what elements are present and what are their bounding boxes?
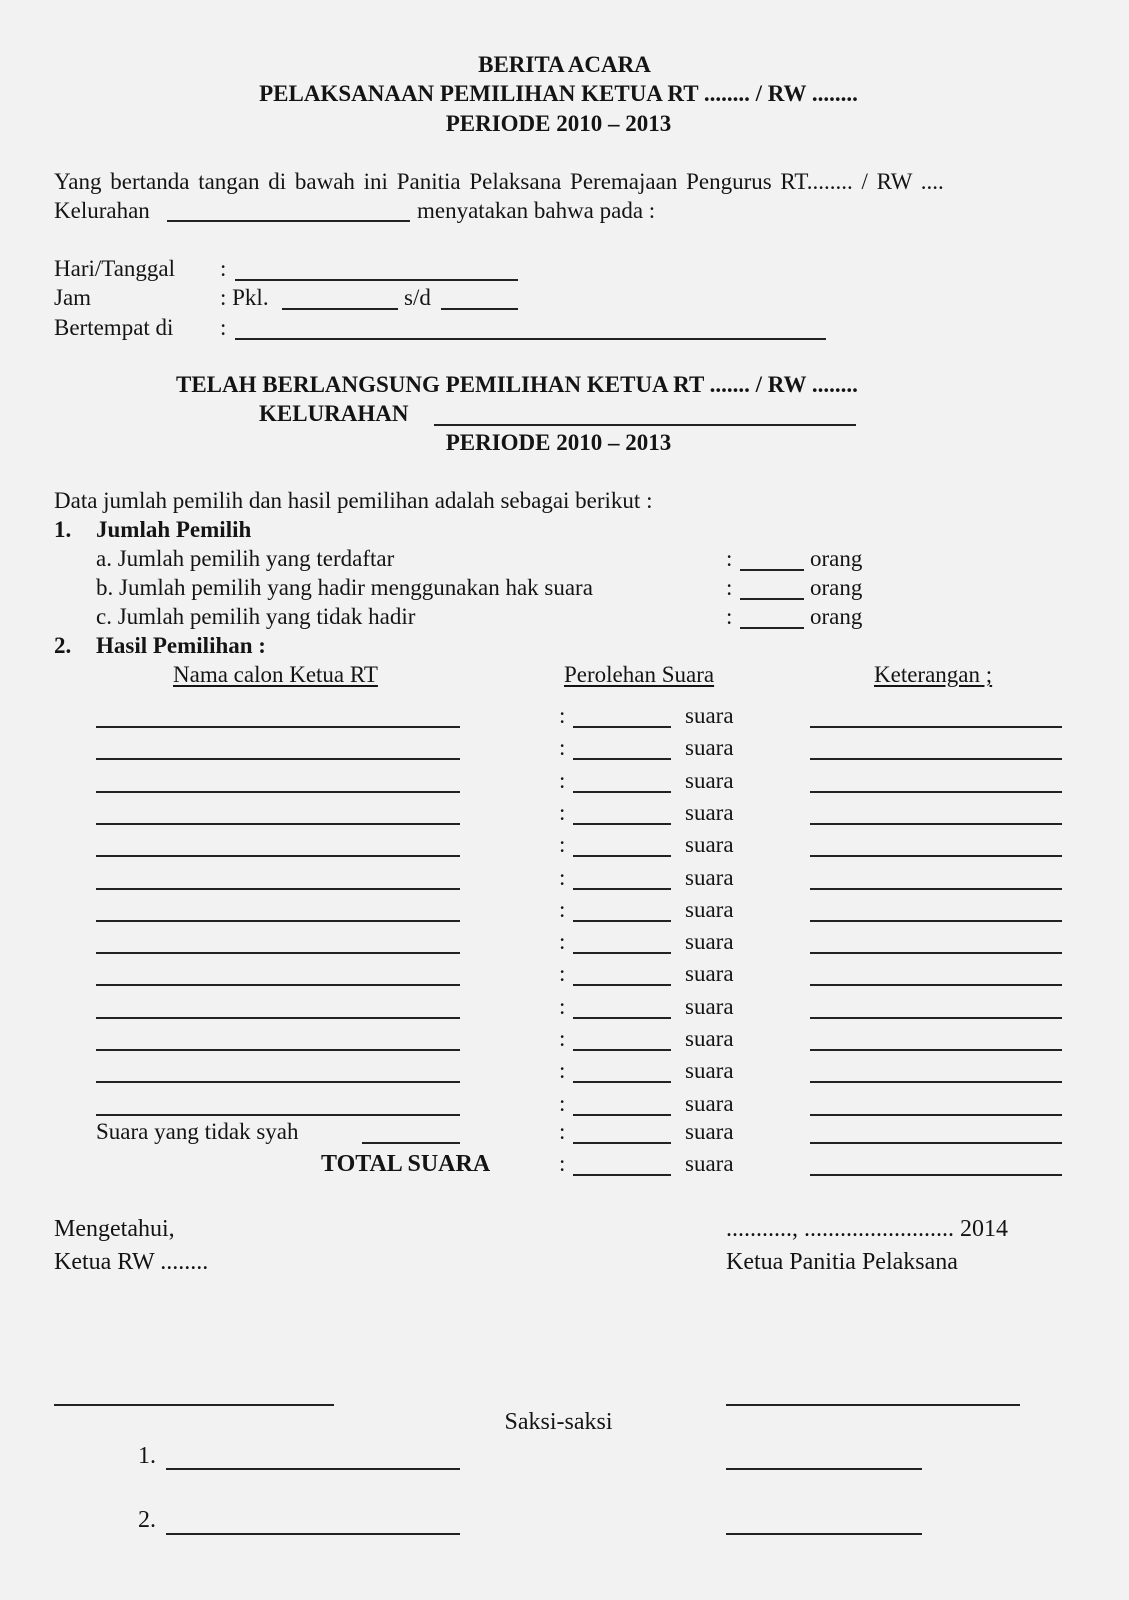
candidate-colon: :: [559, 832, 566, 857]
ketua-rw: Ketua RW ........: [54, 1249, 209, 1275]
candidate-colon: :: [559, 929, 566, 954]
candidate-keterangan-blank[interactable]: [810, 920, 1062, 922]
invalid-label: Suara yang tidak syah: [96, 1119, 299, 1144]
invalid-keterangan-blank[interactable]: [810, 1142, 1062, 1144]
invalid-votes-blank[interactable]: [573, 1142, 671, 1144]
candidate-votes-blank[interactable]: [573, 920, 671, 922]
candidate-votes-blank[interactable]: [573, 726, 671, 728]
pemilih-blank[interactable]: [740, 569, 804, 571]
candidate-votes-blank[interactable]: [573, 1081, 671, 1083]
candidate-name-blank[interactable]: [96, 855, 460, 857]
candidate-keterangan-blank[interactable]: [810, 888, 1062, 890]
candidate-keterangan-blank[interactable]: [810, 984, 1062, 986]
pemilih-blank[interactable]: [740, 627, 804, 629]
pemilih-colon: :: [726, 575, 733, 600]
tempat-colon: :: [220, 315, 227, 340]
candidate-colon: :: [559, 865, 566, 890]
intro-suffix: menyatakan bahwa pada :: [417, 198, 656, 223]
jam-end-blank[interactable]: [441, 308, 518, 310]
total-keterangan-blank[interactable]: [810, 1174, 1062, 1176]
candidate-votes-blank[interactable]: [573, 888, 671, 890]
pemilih-title: Jumlah Pemilih: [96, 517, 252, 542]
periode-2: PERIODE 2010 – 2013: [445, 430, 672, 455]
candidate-votes-blank[interactable]: [573, 823, 671, 825]
candidate-name-blank[interactable]: [96, 952, 460, 954]
candidate-unit: suara: [685, 800, 734, 825]
candidate-name-blank[interactable]: [96, 920, 460, 922]
date-line: ..........., ......................... 2014: [726, 1216, 1008, 1242]
saksi-heading: Saksi-saksi: [504, 1409, 613, 1435]
intro-kelurahan-label: Kelurahan: [54, 198, 150, 223]
intro-line-1: Yang bertanda tangan di bawah ini Panitia Pelaksana Peremajaan Pengurus RT........ / RW ....: [54, 169, 944, 194]
candidate-unit: suara: [685, 1091, 734, 1116]
saksi-right-signature-line[interactable]: [726, 1468, 922, 1470]
hari-colon: :: [220, 256, 227, 281]
jam-start-blank[interactable]: [282, 308, 398, 310]
saksi-num: 1.: [138, 1443, 156, 1469]
candidate-colon: :: [559, 768, 566, 793]
pemilih-item-label: b. Jumlah pemilih yang hadir menggunakan hak suara: [96, 575, 593, 600]
candidate-keterangan-blank[interactable]: [810, 758, 1062, 760]
candidate-colon: :: [559, 1091, 566, 1116]
candidate-keterangan-blank[interactable]: [810, 1049, 1062, 1051]
candidate-unit: suara: [685, 735, 734, 760]
candidate-unit: suara: [685, 961, 734, 986]
candidate-votes-blank[interactable]: [573, 791, 671, 793]
candidate-name-blank[interactable]: [96, 984, 460, 986]
candidate-name-blank[interactable]: [96, 1049, 460, 1051]
pemilih-item-label: a. Jumlah pemilih yang terdaftar: [96, 546, 395, 571]
invalid-name-blank[interactable]: [362, 1142, 460, 1144]
candidate-unit: suara: [685, 897, 734, 922]
ketua-rw-signature-line[interactable]: [54, 1404, 334, 1406]
candidate-keterangan-blank[interactable]: [810, 1017, 1062, 1019]
candidate-votes-blank[interactable]: [573, 855, 671, 857]
total-colon: :: [559, 1151, 566, 1176]
candidate-name-blank[interactable]: [96, 726, 460, 728]
candidate-name-blank[interactable]: [96, 823, 460, 825]
candidate-colon: :: [559, 800, 566, 825]
saksi-num: 2.: [138, 1507, 156, 1533]
pemilih-unit: orang: [810, 604, 863, 629]
kelurahan-heading: KELURAHAN: [259, 401, 409, 426]
candidate-votes-blank[interactable]: [573, 984, 671, 986]
candidate-name-blank[interactable]: [96, 1017, 460, 1019]
candidate-name-blank[interactable]: [96, 1081, 460, 1083]
candidate-unit: suara: [685, 929, 734, 954]
candidate-keterangan-blank[interactable]: [810, 952, 1062, 954]
total-label: TOTAL SUARA: [321, 1151, 491, 1177]
candidate-keterangan-blank[interactable]: [810, 726, 1062, 728]
candidate-colon: :: [559, 897, 566, 922]
candidate-colon: :: [559, 1058, 566, 1083]
doc-periode: PERIODE 2010 – 2013: [445, 111, 672, 136]
total-votes-blank[interactable]: [573, 1174, 671, 1176]
hasil-title: Hasil Pemilihan :: [96, 633, 266, 658]
pemilih-num: 1.: [54, 517, 72, 542]
candidate-votes-blank[interactable]: [573, 952, 671, 954]
candidate-unit: suara: [685, 1058, 734, 1083]
candidate-colon: :: [559, 735, 566, 760]
col-header-keterangan: Keterangan ;: [874, 662, 993, 687]
invalid-unit: suara: [685, 1119, 734, 1144]
candidate-name-blank[interactable]: [96, 758, 460, 760]
jam-pkl: : Pkl.: [220, 285, 269, 310]
candidate-colon: :: [559, 961, 566, 986]
candidate-unit: suara: [685, 1026, 734, 1051]
candidate-name-blank[interactable]: [96, 791, 460, 793]
pemilih-blank[interactable]: [740, 598, 804, 600]
mengetahui: Mengetahui,: [54, 1216, 175, 1242]
pemilih-colon: :: [726, 546, 733, 571]
candidate-keterangan-blank[interactable]: [810, 1081, 1062, 1083]
col-header-suara: Perolehan Suara: [564, 662, 715, 687]
pemilih-item-label: c. Jumlah pemilih yang tidak hadir: [96, 604, 416, 629]
tempat-blank[interactable]: [235, 338, 826, 340]
pemilih-unit: orang: [810, 546, 863, 571]
candidate-keterangan-blank[interactable]: [810, 791, 1062, 793]
candidate-unit: suara: [685, 865, 734, 890]
doc-title: BERITA ACARA: [478, 52, 651, 77]
candidate-unit: suara: [685, 768, 734, 793]
candidate-keterangan-blank[interactable]: [810, 1114, 1062, 1116]
telah-berlangsung: TELAH BERLANGSUNG PEMILIHAN KETUA RT ....... / RW ........: [176, 372, 858, 397]
candidate-colon: :: [559, 994, 566, 1019]
kelurahan-blank[interactable]: [167, 220, 410, 222]
ketua-panitia-signature-line[interactable]: [726, 1404, 1020, 1406]
candidate-name-blank[interactable]: [96, 1114, 460, 1116]
pemilih-colon: :: [726, 604, 733, 629]
jam-label: Jam: [54, 285, 92, 310]
saksi-left-signature-line[interactable]: [166, 1468, 460, 1470]
pemilih-unit: orang: [810, 575, 863, 600]
hari-label: Hari/Tanggal: [54, 256, 176, 281]
candidate-unit: suara: [685, 994, 734, 1019]
candidate-votes-blank[interactable]: [573, 1049, 671, 1051]
candidate-unit: suara: [685, 832, 734, 857]
candidate-unit: suara: [685, 703, 734, 728]
doc-subtitle: PELAKSANAAN PEMILIHAN KETUA RT ........ / RW ........: [259, 81, 858, 106]
invalid-colon: :: [559, 1119, 566, 1144]
candidate-colon: :: [559, 1026, 566, 1051]
hasil-num: 2.: [54, 633, 72, 658]
candidate-votes-blank[interactable]: [573, 1017, 671, 1019]
col-header-nama: Nama calon Ketua RT: [173, 662, 378, 687]
candidate-keterangan-blank[interactable]: [810, 855, 1062, 857]
total-unit: suara: [685, 1151, 734, 1176]
saksi-left-signature-line[interactable]: [166, 1533, 460, 1535]
candidate-colon: :: [559, 703, 566, 728]
kelurahan-heading-blank[interactable]: [434, 424, 856, 426]
hari-blank[interactable]: [235, 279, 518, 281]
tempat-label: Bertempat di: [54, 315, 174, 340]
jam-sd: s/d: [404, 285, 431, 310]
candidate-votes-blank[interactable]: [573, 1114, 671, 1116]
candidate-keterangan-blank[interactable]: [810, 823, 1062, 825]
ketua-panitia: Ketua Panitia Pelaksana: [726, 1249, 958, 1275]
saksi-right-signature-line[interactable]: [726, 1533, 922, 1535]
candidate-votes-blank[interactable]: [573, 758, 671, 760]
candidate-name-blank[interactable]: [96, 888, 460, 890]
data-intro: Data jumlah pemilih dan hasil pemilihan adalah sebagai berikut :: [54, 488, 653, 513]
